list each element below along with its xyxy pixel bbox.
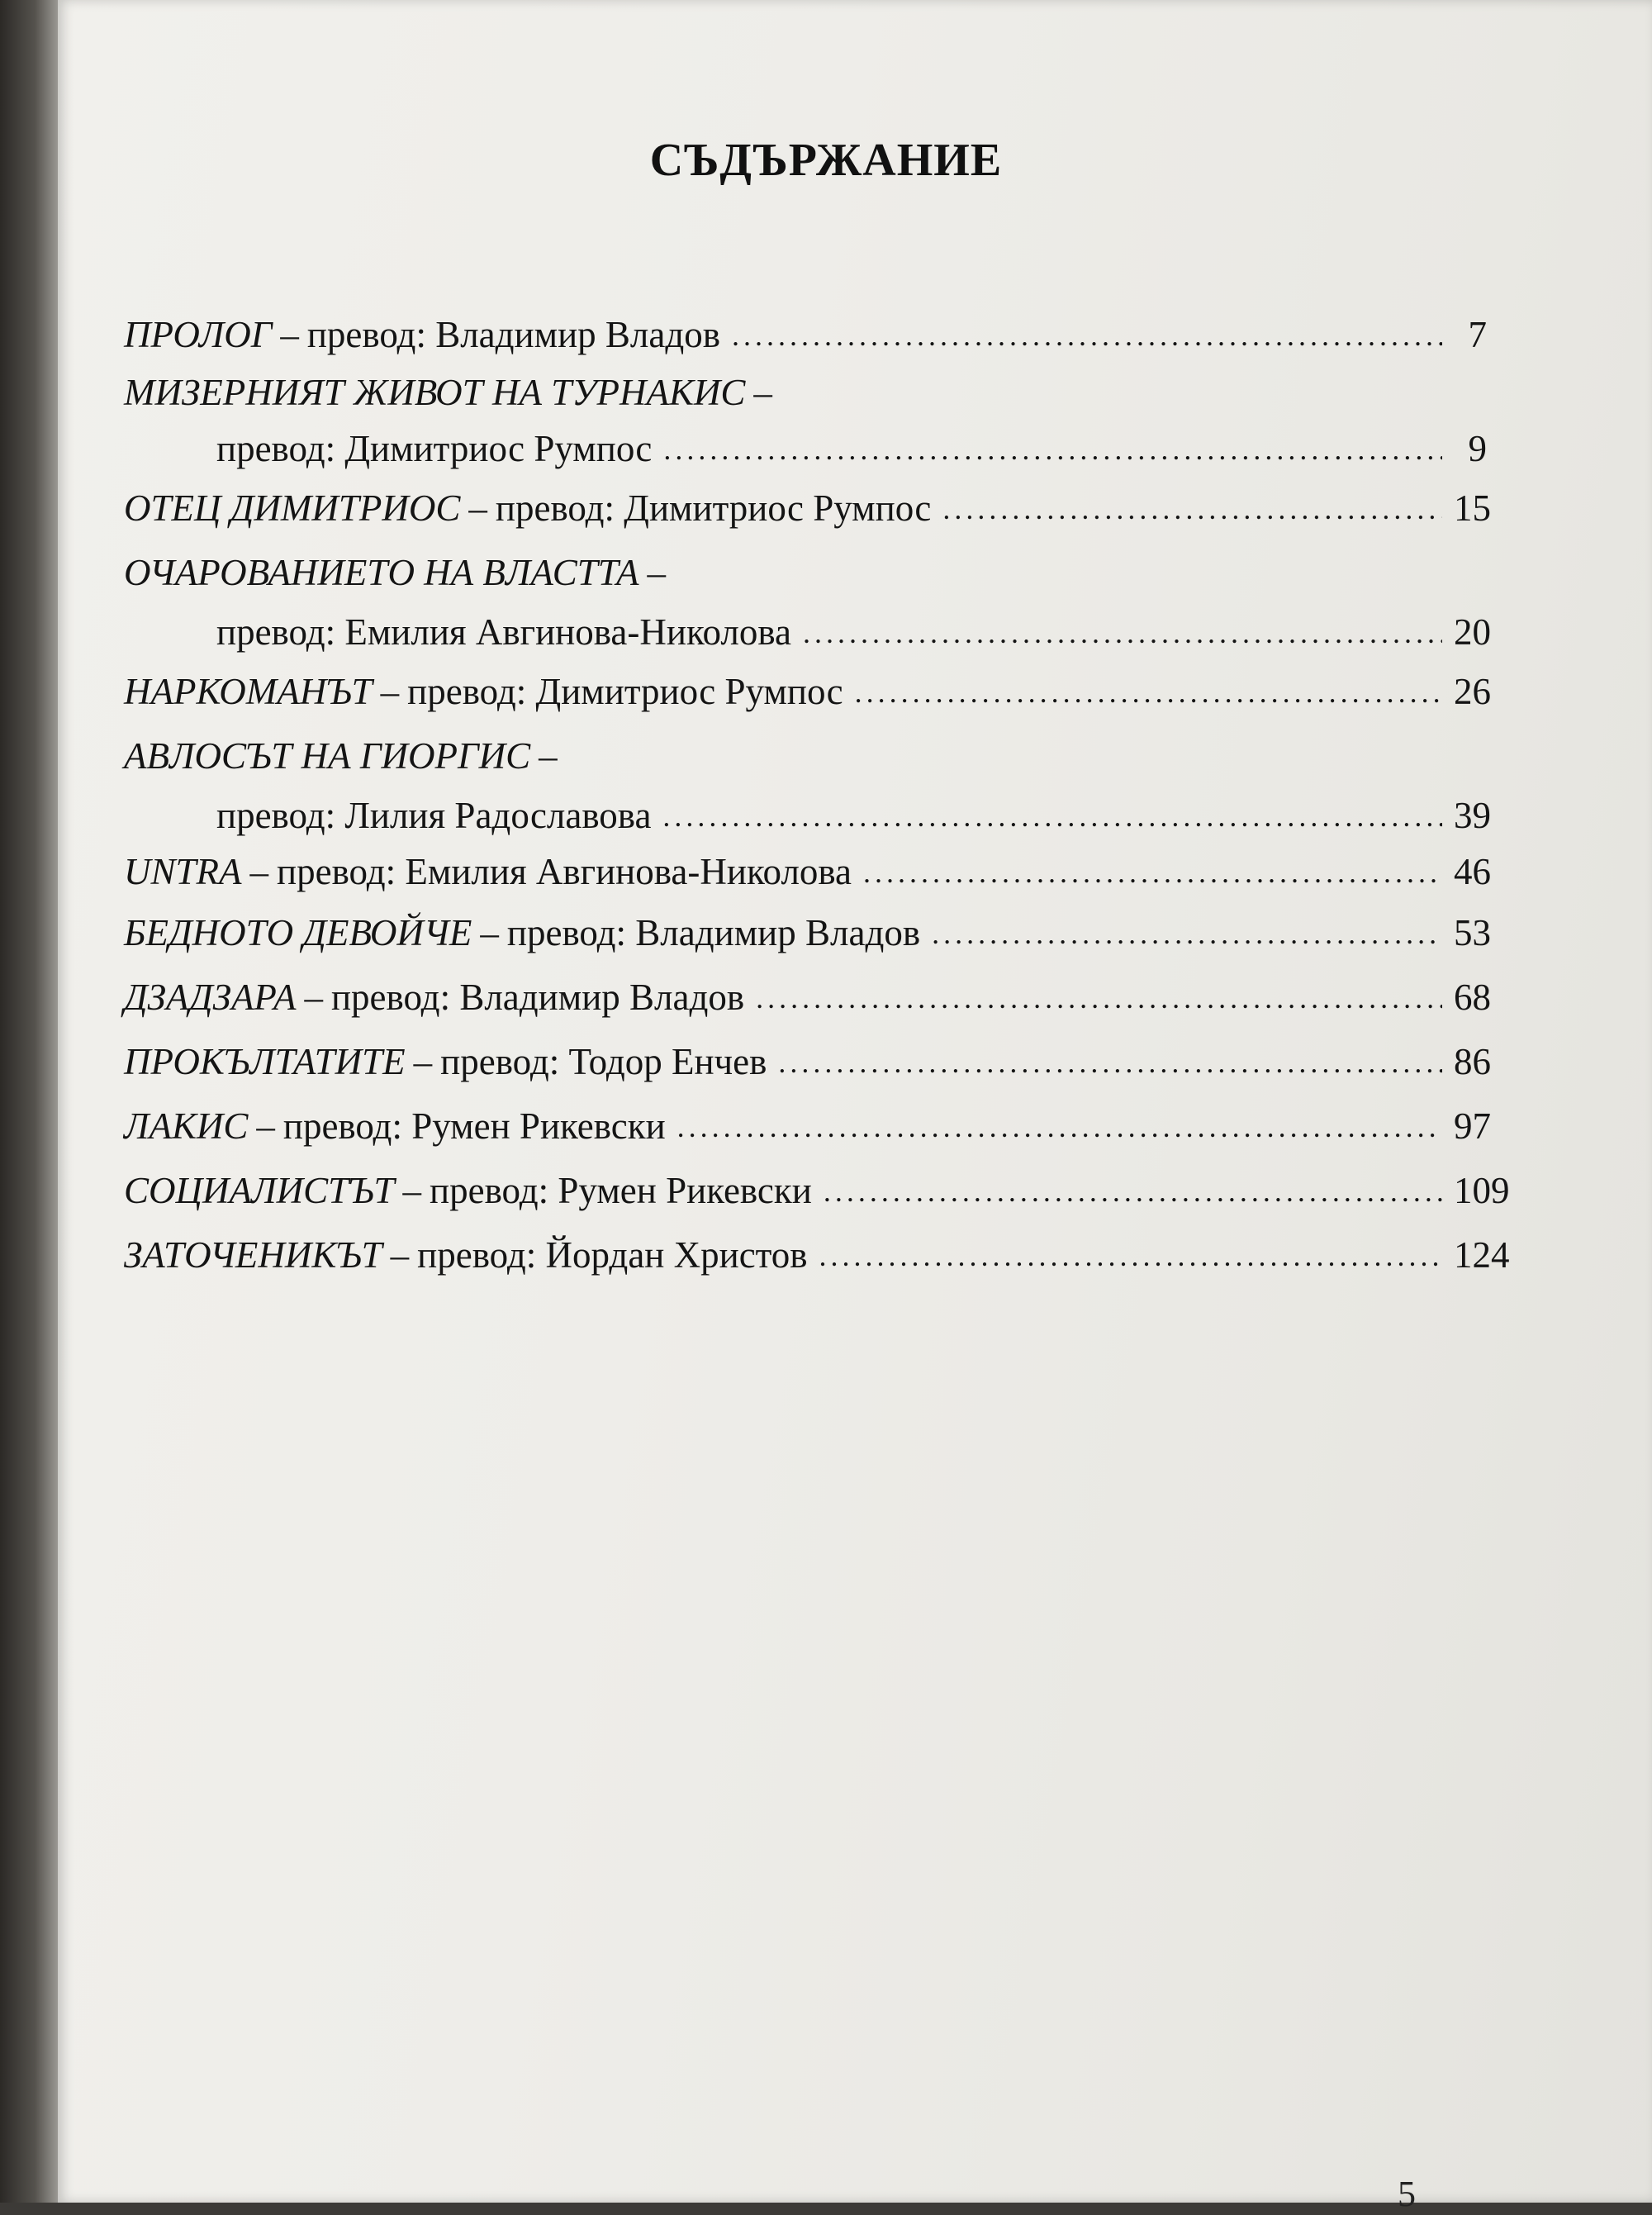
toc-entry-page: 39: [1454, 795, 1491, 836]
toc-entry-page: 7: [1468, 314, 1487, 355]
toc-entry-title: ПРОКЪЛТАТИТЕ: [124, 1041, 406, 1082]
dot-leader: [819, 1224, 1443, 1288]
toc-entry-page: 15: [1454, 487, 1491, 529]
toc-entry-translator: превод: Димитриос Румпос: [495, 487, 932, 529]
toc-entry-page: 20: [1454, 611, 1491, 653]
toc-entry-page: 46: [1454, 851, 1491, 892]
dot-leader: [756, 966, 1442, 1030]
toc-entry[interactable]: [124, 724, 1491, 843]
dot-leader: [863, 844, 1442, 901]
toc-entry-translator: превод: Тодор Енчев: [440, 1041, 767, 1082]
toc-entry-translator: превод: Румен Рикевски: [430, 1170, 812, 1211]
toc-entry-page: 68: [1454, 977, 1491, 1018]
dot-leader: [778, 1030, 1442, 1095]
toc-entry[interactable]: [124, 1223, 1510, 1287]
toc-entry-title: UNTRA: [124, 851, 242, 892]
toc-entry-translator: превод: Владимир Владов: [330, 977, 745, 1018]
toc-entry-separator: –: [256, 1105, 275, 1147]
toc-entry[interactable]: [124, 476, 1491, 540]
dot-leader: [803, 606, 1442, 660]
toc-entry-separator: –: [280, 314, 299, 355]
table-of-contents: [124, 306, 1510, 1287]
toc-entry[interactable]: [124, 364, 1487, 476]
toc-entry[interactable]: [124, 1158, 1510, 1223]
toc-entry-separator: –: [647, 552, 666, 593]
toc-entry-page: 9: [1468, 428, 1487, 469]
toc-entry-separator: –: [402, 1170, 422, 1211]
toc-entry-translator: превод: Йордан Христов: [417, 1234, 808, 1276]
dot-leader: [932, 901, 1442, 966]
toc-entry-page: 26: [1454, 671, 1491, 712]
toc-entry-title: ДЗАДЗАРА: [124, 977, 297, 1018]
toc-entry-title: АВЛОСЪТ НА ГИОРГИС: [124, 735, 531, 777]
toc-entry-separator: –: [249, 851, 269, 892]
page-binding-edge: [0, 0, 58, 2203]
toc-entry-separator: –: [753, 372, 772, 413]
toc-entry-separator: –: [380, 671, 400, 712]
toc-entry-translator: превод: Лилия Радославова: [216, 795, 652, 836]
toc-entry[interactable]: [124, 901, 1491, 965]
toc-entry-translator: превод: Димитриос Румпос: [407, 671, 843, 712]
toc-entry-translator: превод: Емилия Авгинова-Николова: [216, 611, 792, 653]
dot-leader: [942, 477, 1442, 541]
toc-entry-translator: превод: Владимир Владов: [506, 912, 921, 953]
dot-leader: [855, 660, 1442, 725]
toc-entry-translator: превод: Емилия Авгинова-Николова: [277, 851, 852, 892]
toc-entry-separator: –: [413, 1041, 433, 1082]
toc-entry-separator: –: [304, 977, 323, 1018]
toc-entry-title: БЕДНОТО ДЕВОЙЧЕ: [124, 912, 472, 953]
toc-entry[interactable]: [124, 843, 1491, 901]
toc-entry-title: НАРКОМАНЪТ: [124, 671, 373, 712]
toc-entry-page: 97: [1454, 1105, 1491, 1147]
dot-leader: [732, 307, 1442, 364]
toc-entry-page: 124: [1454, 1234, 1510, 1276]
dot-leader: [663, 422, 1442, 477]
toc-entry[interactable]: [124, 965, 1491, 1029]
toc-entry-translator: превод: Владимир Владов: [306, 314, 721, 355]
toc-entry-title: ЗАТОЧЕНИКЪТ: [124, 1234, 382, 1276]
toc-entry-title: СОЦИАЛИСТЪТ: [124, 1170, 395, 1211]
dot-leader: [677, 1095, 1442, 1159]
toc-entry-title: МИЗЕРНИЯТ ЖИВОТ НА ТУРНАКИС: [124, 372, 746, 413]
toc-entry-page: 53: [1454, 912, 1491, 953]
toc-entry-page: 109: [1454, 1170, 1510, 1211]
toc-entry[interactable]: [124, 659, 1491, 724]
dot-leader: [662, 789, 1442, 844]
page-title: СЪДЪРЖАНИЕ: [649, 135, 1003, 186]
toc-entry[interactable]: [124, 306, 1487, 364]
toc-entry-title: ЛАКИС: [124, 1105, 249, 1147]
toc-entry-separator: –: [390, 1234, 410, 1276]
toc-entry-separator: –: [468, 487, 487, 529]
toc-entry-page: 86: [1454, 1041, 1491, 1082]
toc-entry-separator: –: [480, 912, 499, 953]
toc-entry-title: ОЧАРОВАНИЕТО НА ВЛАСТТА: [124, 552, 639, 593]
toc-entry-title: ОТЕЦ ДИМИТРИОС: [124, 487, 461, 529]
page-number: 5: [1398, 2174, 1416, 2214]
toc-entry-translator: превод: Румен Рикевски: [282, 1105, 666, 1147]
toc-entry-translator: превод: Димитриос Румпос: [216, 428, 653, 469]
toc-entry[interactable]: [124, 1029, 1491, 1094]
toc-entry[interactable]: [124, 1094, 1491, 1158]
dot-leader: [824, 1159, 1442, 1224]
toc-entry-separator: –: [539, 735, 558, 777]
toc-entry-title: ПРОЛОГ: [124, 314, 273, 355]
toc-entry[interactable]: [124, 540, 1491, 659]
